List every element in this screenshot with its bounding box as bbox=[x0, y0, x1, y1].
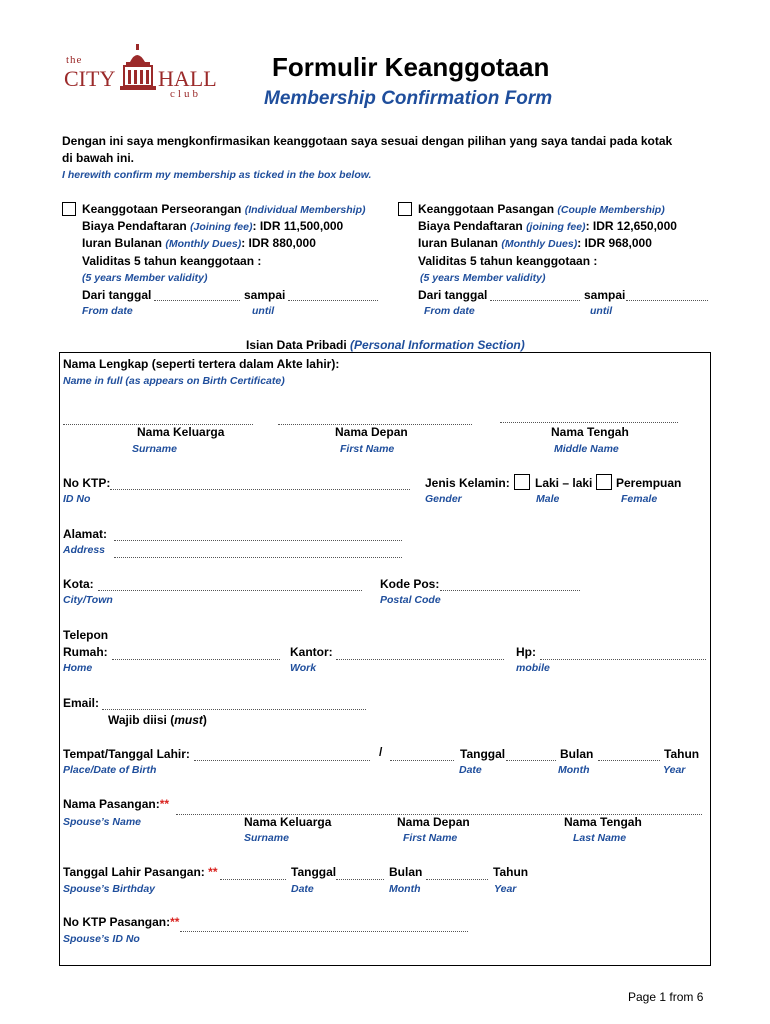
spouse-year-label: Tahun bbox=[493, 865, 529, 879]
individual-dues-label: Iuran Bulanan bbox=[82, 236, 163, 250]
spouse-label-text: Nama Pasangan: bbox=[63, 797, 160, 811]
middlename-field[interactable] bbox=[500, 422, 678, 423]
intro-english: I herewith confirm my membership as ticked in the box below. bbox=[62, 169, 372, 181]
gender-en: Gender bbox=[425, 493, 462, 505]
birth-year-label: Tahun bbox=[664, 747, 700, 761]
couple-from-field[interactable] bbox=[490, 300, 580, 301]
birth-year-en: Year bbox=[663, 764, 686, 776]
form-title: Formulir Keanggotaan bbox=[272, 52, 550, 82]
birthplace-field[interactable] bbox=[194, 760, 370, 761]
spouse-ktp-required-mark: ** bbox=[170, 915, 180, 929]
female-en: Female bbox=[621, 493, 658, 505]
individual-title bbox=[82, 202, 365, 216]
spouse-birth-en: Spouse’s Birthday bbox=[63, 883, 155, 895]
hp-label: Hp: bbox=[516, 645, 536, 659]
spouse-surname-en: Surname bbox=[244, 832, 289, 844]
couple-to-label: sampai bbox=[584, 288, 626, 302]
individual-joining-label: Biaya Pendaftaran bbox=[82, 219, 187, 233]
spouse-first-en: First Name bbox=[403, 832, 458, 844]
spouse-birth-month-field[interactable] bbox=[336, 879, 384, 880]
female-checkbox[interactable] bbox=[596, 474, 612, 490]
city-field[interactable] bbox=[98, 590, 362, 591]
postal-label: Kode Pos: bbox=[380, 577, 440, 591]
address-label: Alamat: bbox=[63, 527, 108, 541]
couple-dues-label: Iuran Bulanan bbox=[418, 236, 499, 250]
address-en: Address bbox=[63, 544, 106, 556]
couple-validity-en: (5 years Member validity) bbox=[420, 272, 546, 284]
birth-label: Tempat/Tanggal Lahir: bbox=[63, 747, 190, 761]
individual-joining bbox=[82, 219, 343, 233]
male-label: Laki – laki bbox=[535, 476, 593, 490]
postal-field[interactable] bbox=[440, 590, 580, 591]
ktp-field[interactable] bbox=[110, 489, 410, 490]
office-field[interactable] bbox=[336, 659, 504, 660]
individual-from-label: Dari tanggal bbox=[82, 288, 152, 302]
female-label: Perempuan bbox=[616, 476, 682, 490]
couple-joining-label: Biaya Pendaftaran bbox=[418, 219, 523, 233]
male-en: Male bbox=[536, 493, 560, 505]
surname-label: Nama Keluarga bbox=[137, 425, 225, 439]
gender-label: Jenis Kelamin: bbox=[425, 476, 510, 490]
spouse-surname-label: Nama Keluarga bbox=[244, 815, 332, 829]
middlename-en: Middle Name bbox=[554, 443, 619, 455]
birth-year-field[interactable] bbox=[598, 760, 660, 761]
fullname-label: Nama Lengkap (seperti tertera dalam Akte lahir): bbox=[63, 357, 340, 371]
spouse-required-mark: ** bbox=[159, 797, 170, 811]
individual-dues-value: : IDR 880,000 bbox=[241, 236, 316, 250]
personal-heading-en: (Personal Information Section) bbox=[350, 338, 525, 352]
individual-dues-en: (Monthly Dues) bbox=[165, 238, 242, 250]
individual-dues bbox=[82, 236, 316, 250]
address-field-1[interactable] bbox=[114, 540, 402, 541]
individual-membership-checkbox[interactable] bbox=[62, 202, 76, 216]
couple-to-en: until bbox=[590, 305, 613, 317]
birth-date-en: Date bbox=[459, 764, 482, 776]
postal-en: Postal Code bbox=[380, 594, 441, 606]
birth-date-label: Tanggal bbox=[460, 747, 506, 761]
building-icon bbox=[118, 44, 158, 92]
birth-month-en: Month bbox=[558, 764, 590, 776]
male-checkbox[interactable] bbox=[514, 474, 530, 490]
hp-en: mobile bbox=[516, 662, 550, 674]
city-en: City/Town bbox=[63, 594, 113, 606]
couple-membership-checkbox[interactable] bbox=[398, 202, 412, 216]
spouse-label bbox=[63, 797, 169, 811]
phone-label: Telepon bbox=[63, 628, 109, 642]
individual-validity: Validitas 5 tahun keanggotaan : bbox=[82, 254, 262, 268]
spouse-en: Spouse’s Name bbox=[63, 816, 142, 828]
spouse-birth-label bbox=[63, 865, 218, 879]
individual-to-en: until bbox=[252, 305, 275, 317]
spouse-month-label: Bulan bbox=[389, 865, 423, 879]
address-field-2[interactable] bbox=[114, 557, 402, 558]
individual-title-en: (Individual Membership) bbox=[244, 204, 366, 216]
must-text-b: must bbox=[174, 713, 203, 727]
office-en: Work bbox=[290, 662, 317, 674]
email-field[interactable] bbox=[102, 709, 366, 710]
email-must-note bbox=[108, 713, 207, 727]
spouse-year-en: Year bbox=[494, 883, 517, 895]
individual-title-text: Keanggotaan Perseorangan bbox=[82, 202, 242, 216]
couple-joining bbox=[418, 219, 677, 233]
couple-dues-value: : IDR 968,000 bbox=[577, 236, 652, 250]
page-number: Page 1 from 6 bbox=[628, 990, 704, 1004]
couple-joining-en: (joining fee) bbox=[526, 221, 586, 233]
firstname-en: First Name bbox=[340, 443, 395, 455]
individual-from-field[interactable] bbox=[154, 300, 240, 301]
personal-heading-text: Isian Data Pribadi bbox=[246, 338, 347, 352]
spouse-ktp-text: No KTP Pasangan: bbox=[63, 915, 171, 929]
logo-city: CITY bbox=[64, 66, 116, 91]
logo-club: club bbox=[170, 88, 201, 100]
fullname-en: Name in full (as appears on Birth Certificate) bbox=[63, 375, 285, 387]
middlename-label: Nama Tengah bbox=[551, 425, 629, 439]
couple-title-text: Keanggotaan Pasangan bbox=[418, 202, 555, 216]
couple-title-en: (Couple Membership) bbox=[557, 204, 665, 216]
home-field[interactable] bbox=[112, 659, 280, 660]
spouse-ktp-en: Spouse’s ID No bbox=[63, 933, 140, 945]
couple-to-field[interactable] bbox=[626, 300, 708, 301]
personal-section-heading bbox=[246, 338, 525, 352]
spouse-birth-required-mark: ** bbox=[208, 865, 218, 879]
hp-field[interactable] bbox=[540, 659, 706, 660]
spouse-date-en: Date bbox=[291, 883, 314, 895]
couple-from-en: From date bbox=[424, 305, 475, 317]
spouse-birth-text: Tanggal Lahir Pasangan: bbox=[63, 865, 205, 879]
logo-hall: HALL bbox=[158, 66, 217, 91]
intro-line-2: di bawah ini. bbox=[62, 151, 135, 165]
couple-dues-en: (Monthly Dues) bbox=[501, 238, 578, 250]
spouse-ktp-label bbox=[63, 915, 179, 929]
birth-day-field[interactable] bbox=[390, 760, 454, 761]
individual-joining-en: (Joining fee) bbox=[190, 221, 253, 233]
birth-month-label: Bulan bbox=[560, 747, 594, 761]
city-label: Kota: bbox=[63, 577, 94, 591]
ktp-en: ID No bbox=[63, 493, 91, 505]
intro-line-1: Dengan ini saya mengkonfirmasikan keanggotaan saya sesuai dengan pilihan yang saya tandai pada kotak bbox=[62, 134, 673, 148]
logo-the: the bbox=[66, 54, 83, 66]
ktp-label: No KTP: bbox=[63, 476, 111, 490]
spouse-first-label: Nama Depan bbox=[397, 815, 470, 829]
birth-slash: / bbox=[379, 745, 383, 759]
must-text-a: Wajib diisi ( bbox=[108, 713, 175, 727]
individual-validity-en: (5 years Member validity) bbox=[82, 272, 208, 284]
couple-dues bbox=[418, 236, 652, 250]
individual-from-en: From date bbox=[82, 305, 133, 317]
must-text-c: ) bbox=[202, 713, 207, 727]
spouse-birth-year-field[interactable] bbox=[426, 879, 488, 880]
office-label: Kantor: bbox=[290, 645, 333, 659]
spouse-middle-label: Nama Tengah bbox=[564, 815, 642, 829]
individual-joining-value: : IDR 11,500,000 bbox=[252, 219, 344, 233]
individual-to-label: sampai bbox=[244, 288, 286, 302]
spouse-date-label: Tanggal bbox=[291, 865, 337, 879]
home-label: Rumah: bbox=[63, 645, 108, 659]
email-label: Email: bbox=[63, 696, 100, 710]
couple-validity: Validitas 5 tahun keanggotaan : bbox=[418, 254, 598, 268]
birth-en: Place/Date of Birth bbox=[63, 764, 157, 776]
spouse-ktp-field[interactable] bbox=[180, 931, 468, 932]
couple-from-label: Dari tanggal bbox=[418, 288, 488, 302]
spouse-month-en: Month bbox=[389, 883, 421, 895]
individual-to-field[interactable] bbox=[288, 300, 378, 301]
surname-en: Surname bbox=[132, 443, 177, 455]
couple-joining-value: : IDR 12,650,000 bbox=[585, 219, 677, 233]
city-hall-logo bbox=[60, 44, 217, 100]
form-subtitle: Membership Confirmation Form bbox=[264, 88, 553, 109]
spouse-birth-day-field[interactable] bbox=[220, 879, 286, 880]
firstname-label: Nama Depan bbox=[335, 425, 408, 439]
couple-title bbox=[418, 202, 665, 216]
birth-month-field[interactable] bbox=[506, 760, 556, 761]
home-en: Home bbox=[63, 662, 93, 674]
spouse-last-en: Last Name bbox=[573, 832, 627, 844]
